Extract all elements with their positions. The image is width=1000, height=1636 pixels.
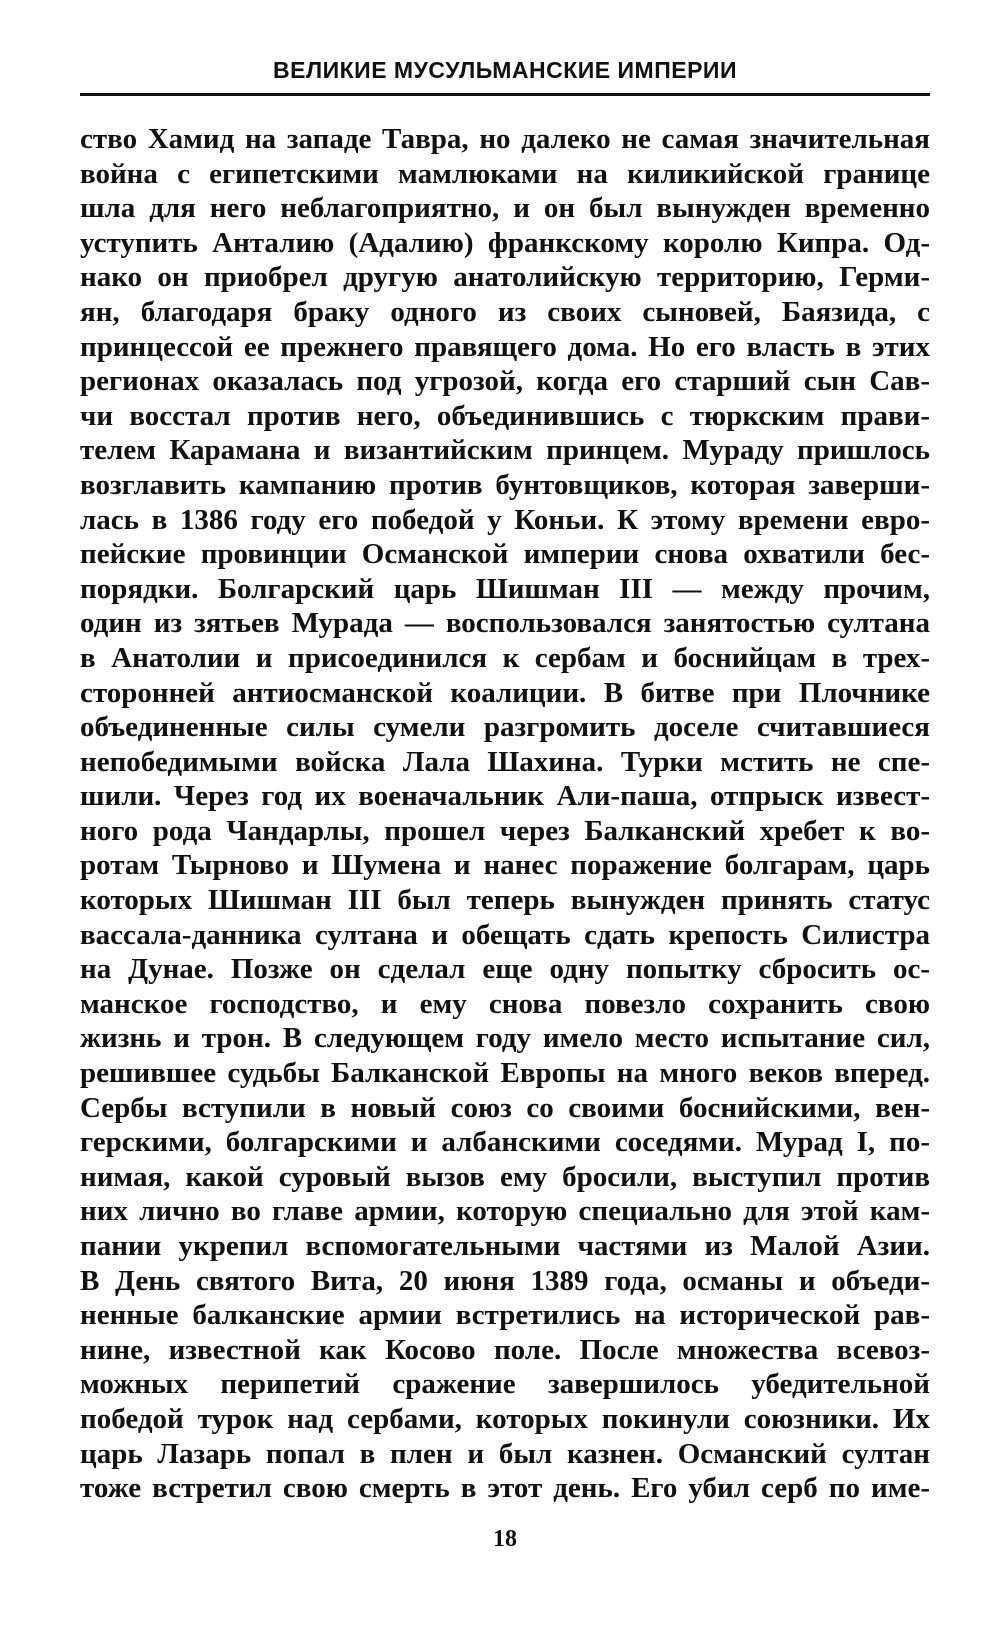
text-line: ство Хамид на западе Тавра, но далеко не самая значительная bbox=[80, 123, 930, 155]
text-line: ян, благодаря браку одного из своих сыновей, Баязида, с bbox=[80, 295, 930, 328]
text-line: ротам Тырново и Шумена и нанес поражение болгарам, царь bbox=[80, 849, 930, 882]
text-line: в Анатолии и присоединился к сербам и боснийцам в трех- bbox=[80, 641, 930, 674]
text-line: пании укрепил вспомогательными частями из Малой Азии. bbox=[80, 1230, 930, 1262]
text-line: лась в 1386 году его победой у Коньи. К этому времени евро- bbox=[80, 503, 930, 536]
text-line: ненные балканские армии встретились на исторической рав- bbox=[80, 1299, 930, 1332]
text-line: царь Лазарь попал в плен и был казнен. Османский султан bbox=[80, 1437, 930, 1470]
text-line: манское господство, и ему снова повезло сохранить свою bbox=[80, 987, 930, 1020]
text-line: которых Шишман III был теперь вынужден принять статус bbox=[80, 884, 930, 917]
body-text bbox=[80, 122, 930, 1506]
text-line: пейские провинции Османской империи снова охватили бес- bbox=[80, 538, 930, 571]
text-line: жизнь и трон. В следующем году имело место испытание сил, bbox=[80, 1022, 930, 1055]
text-line: чи восстал против него, объединившись с тюркским прави- bbox=[80, 399, 930, 432]
text-line: них лично во главе армии, которую специально для этой кам- bbox=[80, 1195, 930, 1228]
text-line: тоже встретил свою смерть в этот день. Его убил серб по име- bbox=[80, 1472, 930, 1505]
text-line: телем Карамана и византийским принцем. Мураду пришлось bbox=[80, 434, 930, 467]
text-line: победой турок над сербами, которых покинули союзники. Их bbox=[80, 1402, 930, 1435]
text-line: решившее судьбы Балканской Европы на много веков вперед. bbox=[80, 1057, 930, 1090]
text-line: порядки. Болгарский царь Шишман III — между прочим, bbox=[80, 572, 930, 605]
text-line: Сербы вступили в новый союз со своими боснийскими, вен- bbox=[80, 1091, 930, 1124]
text-line: объединенные силы сумели разгромить доселе считавшиеся bbox=[80, 711, 930, 744]
header-rule bbox=[80, 93, 930, 96]
text-line: нако он приобрел другую анатолийскую территорию, Герми- bbox=[80, 261, 930, 294]
text-line: сторонней антиосманской коалиции. В битве при Плочнике bbox=[80, 676, 930, 709]
text-line: шили. Через год их военачальник Али-паша, отпрыск извест- bbox=[80, 780, 930, 813]
text-line: непобедимыми войска Лала Шахина. Турки мстить не спе- bbox=[80, 745, 930, 778]
text-line: нине, известной как Косово поле. После множества всевоз- bbox=[80, 1333, 930, 1366]
text-line: война с египетскими мамлюками на киликийской границе bbox=[80, 157, 930, 190]
text-line: уступить Анталию (Адалию) франкскому королю Кипра. Од- bbox=[80, 226, 930, 259]
text-line: один из зятьев Мурада — воспользовался занятостью султана bbox=[80, 607, 930, 640]
text-line: ного рода Чандарлы, прошел через Балканский хребет к во- bbox=[80, 814, 930, 847]
text-line: на Дунае. Позже он сделал еще одну попытку сбросить ос- bbox=[80, 953, 930, 986]
text-line: В День святого Вита, 20 июня 1389 года, османы и объеди- bbox=[80, 1264, 930, 1297]
text-line: вассала-данника султана и обещать сдать крепость Силистра bbox=[80, 918, 930, 951]
text-line: регионах оказалась под угрозой, когда его старший сын Сав- bbox=[80, 365, 930, 398]
text-line: нимая, какой суровый вызов ему бросили, выступил против bbox=[80, 1160, 930, 1193]
page-number: 18 bbox=[493, 1526, 517, 1552]
running-title: ВЕЛИКИЕ МУСУЛЬМАНСКИЕ ИМПЕРИИ bbox=[273, 57, 737, 83]
text-line: принцессой ее прежнего правящего дома. Но его власть в этих bbox=[80, 330, 930, 363]
text-line: шла для него неблагоприятно, и он был вынужден временно bbox=[80, 192, 930, 225]
text-line: можных перипетий сражение завершилось убедительной bbox=[80, 1368, 930, 1401]
text-line: герскими, болгарскими и албанскими соседями. Мурад I, по- bbox=[80, 1126, 930, 1159]
text-line: возглавить кампанию против бунтовщиков, которая заверши- bbox=[80, 468, 930, 501]
